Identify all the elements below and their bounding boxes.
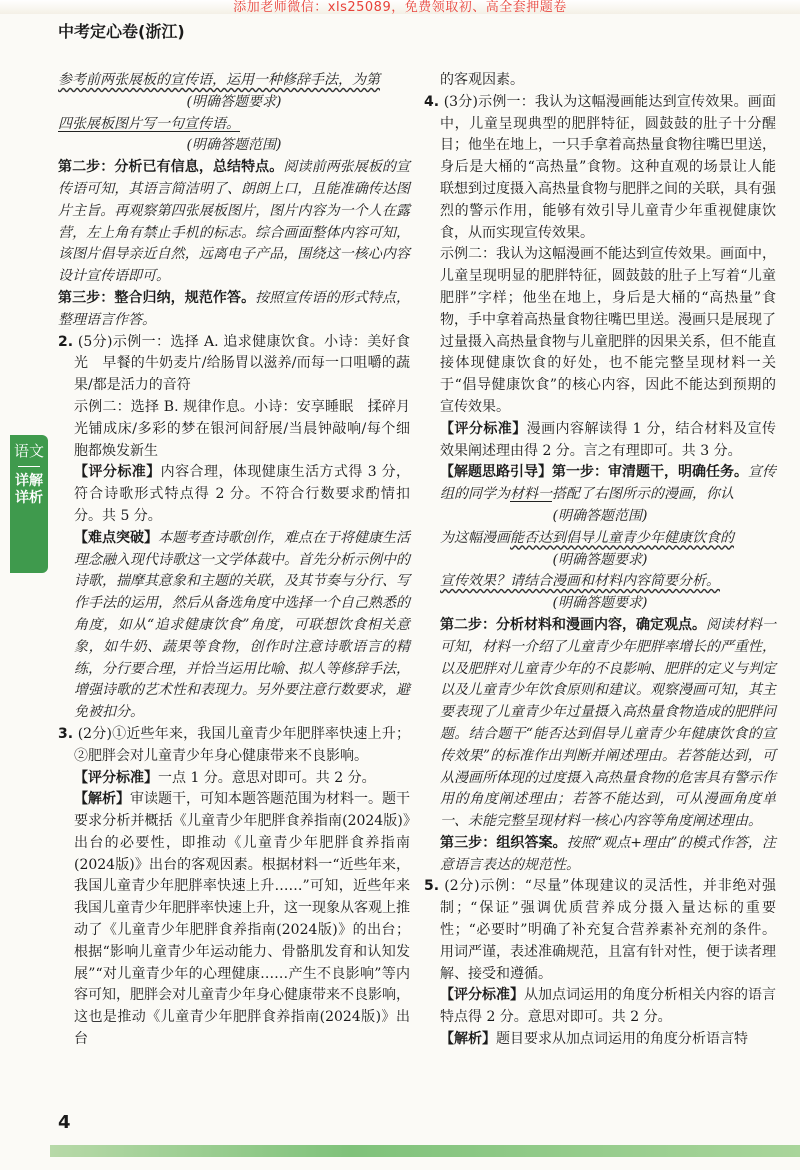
side-tab — [10, 435, 48, 573]
question-2-answer: 2. (5分)示例一：选择 A. 追求健康饮食。小诗：美好食光 早餐的牛奶麦片/给肠胃以滋养/而每一口咀嚼的蔬果/都是活力的音符 — [58, 333, 411, 394]
question-4-line-3: 宣传效果？请结合漫画和材料内容简要分析。 — [440, 573, 720, 590]
intro-line-1: 参考前两张展板的宣传语，运用一种修辞手法，为第 — [58, 72, 380, 88]
side-tab-label: 详解详析 — [15, 473, 43, 506]
step2-paragraph: 第二步：分析已有信息，总结特点。阅读前两张展板的宣传语可知，其语言简洁明了、朗朗上口，且能准确传达图片主旨。再观察第四张展板图片，图片内容为一个人在露营，左上角有禁止手机的标志。综合画面整体内容可知，该图片倡导亲近自然，远离电子产品，围绕这一核心内容设计宣传语即可。 — [58, 159, 411, 285]
question-4-note-1: (明确答题范围) — [552, 507, 648, 524]
watermark: 添加老师微信：xls25089，免费领取初、高全套押题卷 — [233, 0, 567, 15]
question-2-scoring: 【评分标准】内容合理，体现健康生活方式得 3 分，符合诗歌形式特点得 2 分。不符合行数要求酌情扣分。共 5 分。 — [74, 464, 411, 524]
intro-note-2: (明确答题范围) — [186, 137, 282, 154]
page-number: 4 — [58, 1112, 71, 1133]
question-4-line-2: 为这幅漫画能否达到倡导儿童青少年健康饮食的 — [440, 529, 734, 546]
intro-note-1: (明确答题要求) — [186, 93, 282, 110]
question-4-step-2: 第二步：分析材料和漫画内容，确定观点。阅读材料一可知，材料一介绍了儿童青少年肥胖率增长的严重性，以及肥胖对儿童青少年的不良影响、肥胖的定义与判定以及儿童青少年饮食原则和建议。观察漫画可知，其主要表现了儿童青少年过量摄入高热量食物造成的肥胖问题。结合题干“能否达到倡导儿童青少年健康饮食的宣传效果”的标准作出判断并阐述理由。若答能达到，可从漫画所体现的过度摄入高热量食物的危害具有警示作用的角度阐述理由；若答不能达到，可从漫画角度单一、未能完整呈现材料一核心内容等角度阐述理由。 — [440, 616, 776, 830]
side-tab-divider — [18, 466, 40, 467]
question-5-analysis: 【解析】题目要求从加点词运用的角度分析语言特 — [440, 1031, 748, 1048]
question-5-scoring: 【评分标准】从加点词运用的角度分析相关内容的语言特点得 2 分。意思对即可。共 2 分。 — [440, 987, 776, 1026]
intro-line-2: 四张展板图片写一句宣传语。 — [58, 115, 240, 132]
question-3-analysis: 【解析】审读题干，可知本题答题范围为材料一。题干要求分析并概括《儿童青少年肥胖食养指南(2024版)》出台的必要性，即推动《儿童青少年肥胖食养指南(2024版)》出台的客观因素。根据材料一“近些年来，我国儿童青少年肥胖率快速上升……”可知，近些年来我国儿童青少年肥胖率快速上升，这一现象从客观上推动了《儿童青少年肥胖食养指南(2024版)》的出台；根据“影响儿童青少年运动能力、骨骼肌发育和认知发展”“对儿童青少年的心理健康……产生不良影响”等内容可知，肥胖会对儿童青少年身心健康带来不良影响，这也是推动《儿童青少年肥胖食养指南(2024版)》出台 — [74, 791, 410, 1048]
left-column — [58, 70, 410, 1051]
question-2-example-2: 示例二：选择 B. 规律作息。小诗：安享睡眠 揉碎月光铺成床/多彩的梦在银河间舒展/当晨钟敲响/每个细胞都焕发新生 — [74, 398, 410, 459]
right-column — [424, 70, 776, 1051]
question-3-answer: 3. (2分)①近些年来，我国儿童青少年肥胖率快速上升；②肥胖会对儿童青少年身心健康带来不良影响。 — [58, 725, 410, 764]
question-2-difficulty: 【难点突破】本题考查诗歌创作，难点在于将健康生活理念融入现代诗歌这一文学体裁中。首先分析示例中的诗歌，揣摩其意象和主题的关联，及其节奏与分行、写作手法的运用，然后从备选角度中选择一个自己熟悉的角度，如从“追求健康饮食”角度，可联想饮食相关意象，如牛奶、蔬果等食物，创作时注意诗歌语言的精练，分行要合理，并恰当运用比喻、拟人等修辞手法，增强诗歌的艺术性和表现力。另外要注意行数要求，避免被扣分。 — [74, 529, 410, 721]
question-5-answer: 5. (2分)示例：“尽量”体现建议的灵活性，并非绝对强制；“保证”强调优质营养成分摄入量达标的重要性；“必要时”明确了补充复合营养素补充剂的条件。用词严谨，表述准确规范，且富有针对性，便于读者理解、接受和遵循。 — [424, 878, 776, 982]
question-4-example-2: 示例二：我认为这幅漫画不能达到宣传效果。画面中，儿童呈现明显的肥胖特征，圆鼓鼓的肚子上写着“儿童肥胖”字样；他坐在地上，身后是大桶的“高热量”食物，手中拿着高热量食物往嘴巴里送。漫画只是展现了过量摄入高热量食物与儿童肥胖的因果关系，但不能直接体现健康饮食的好处，也不能完整呈现材料一关于“倡导健康饮食”的核心内容，因此不能达到预期的宣传效果。 — [440, 246, 776, 415]
question-4-step-3: 第三步：组织答案。按照“观点+理由”的模式作答，注意语言表达的规范性。 — [440, 834, 776, 873]
step3-paragraph: 第三步：整合归纳，规范作答。按照宣传语的形式特点，整理语言作答。 — [58, 289, 411, 328]
side-tab-subject: 语文 — [13, 442, 44, 460]
question-3-continued: 的客观因素。 — [440, 72, 524, 88]
question-4-note-2: (明确答题要求) — [552, 551, 648, 568]
question-3-scoring: 【评分标准】一点 1 分。意思对即可。共 2 分。 — [74, 769, 376, 786]
question-4-note-3: (明确答题要求) — [552, 595, 648, 612]
question-4-scoring: 【评分标准】漫画内容解读得 1 分，结合材料及宣传效果阐述理由得 2 分。言之有理即可。共 3 分。 — [440, 420, 777, 459]
bottom-bar — [50, 1145, 800, 1157]
question-4-answer: 4. (3分)示例一：我认为这幅漫画能达到宣传效果。画面中，儿童呈现典型的肥胖特征，圆鼓鼓的肚子十分醒目；他坐在地上，一只手拿着高热量食物往嘴巴里送，身后是大桶的“高热量”食物。这种直观的场景让人能联想到过度摄入高热量食物与肥胖之间的关联，具有强烈的警示作用，能够有效引导儿童青少年重视健康饮食，从而实现宣传效果。 — [424, 93, 776, 241]
page-header: 中考定心卷(浙江) — [58, 22, 185, 41]
question-4-guide: 【解题思路引导】第一步：审清题干，明确任务。宣传组的同学为材料一搭配了右图所示的漫画，你认 — [440, 464, 776, 503]
